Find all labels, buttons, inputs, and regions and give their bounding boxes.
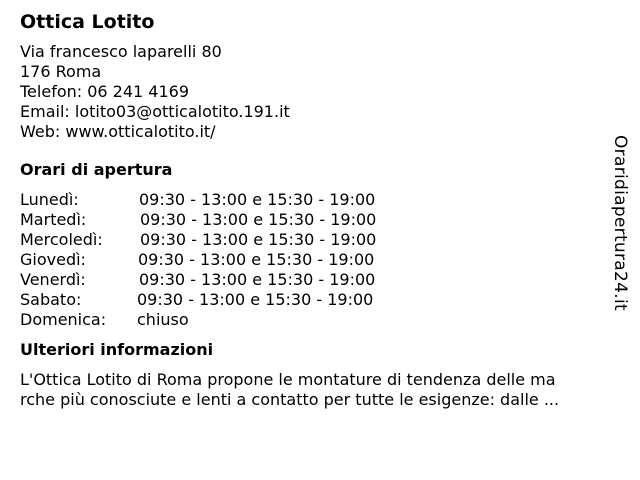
address-street: Via francesco laparelli 80 <box>20 42 222 61</box>
hours-row <box>20 210 610 230</box>
site-watermark: Oraridiapertura24.it <box>610 135 630 311</box>
hours-time: 09:30 - 13:00 e 15:30 - 19:00 <box>137 290 374 309</box>
extra-info-text-line: L'Ottica Lotito di Roma propone le montature di tendenza delle ma <box>20 370 556 389</box>
email-line[interactable]: Email: lotito03@otticalotito.191.it <box>20 102 290 121</box>
address-city: 176 Roma <box>20 62 102 81</box>
phone-line[interactable]: Telefon: 06 241 4169 <box>20 82 190 101</box>
opening-hours-table <box>20 190 610 330</box>
hours-day: Sabato: <box>20 290 82 309</box>
hours-time: 09:30 - 13:00 e 15:30 - 19:00 <box>139 270 376 289</box>
hours-day: Martedì: <box>20 210 87 229</box>
hours-day: Venerdì: <box>20 270 86 289</box>
hours-day: Mercoledì: <box>20 230 103 249</box>
web-line[interactable]: Web: www.otticalotito.it/ <box>20 122 216 141</box>
hours-day: Lunedì: <box>20 190 79 209</box>
hours-time: 09:30 - 13:00 e 15:30 - 19:00 <box>139 190 376 209</box>
extra-info-text-line: rche più conosciute e lenti a contatto per tutte le esigenze: dalle ... <box>20 390 560 409</box>
hours-day: Giovedì: <box>20 250 86 269</box>
hours-row <box>20 250 610 270</box>
hours-row <box>20 290 610 310</box>
hours-row <box>20 270 610 290</box>
hours-time: 09:30 - 13:00 e 15:30 - 19:00 <box>140 230 377 249</box>
extra-info-heading: Ulteriori informazioni <box>20 340 214 359</box>
hours-day: Domenica: <box>20 310 107 329</box>
business-name: Ottica Lotito <box>20 11 155 33</box>
hours-time: 09:30 - 13:00 e 15:30 - 19:00 <box>140 210 377 229</box>
hours-row <box>20 310 610 330</box>
hours-time: chiuso <box>137 310 189 329</box>
opening-hours-heading: Orari di apertura <box>20 160 173 179</box>
hours-row <box>20 190 610 210</box>
hours-row <box>20 230 610 250</box>
hours-time: 09:30 - 13:00 e 15:30 - 19:00 <box>138 250 375 269</box>
business-card <box>20 10 610 410</box>
